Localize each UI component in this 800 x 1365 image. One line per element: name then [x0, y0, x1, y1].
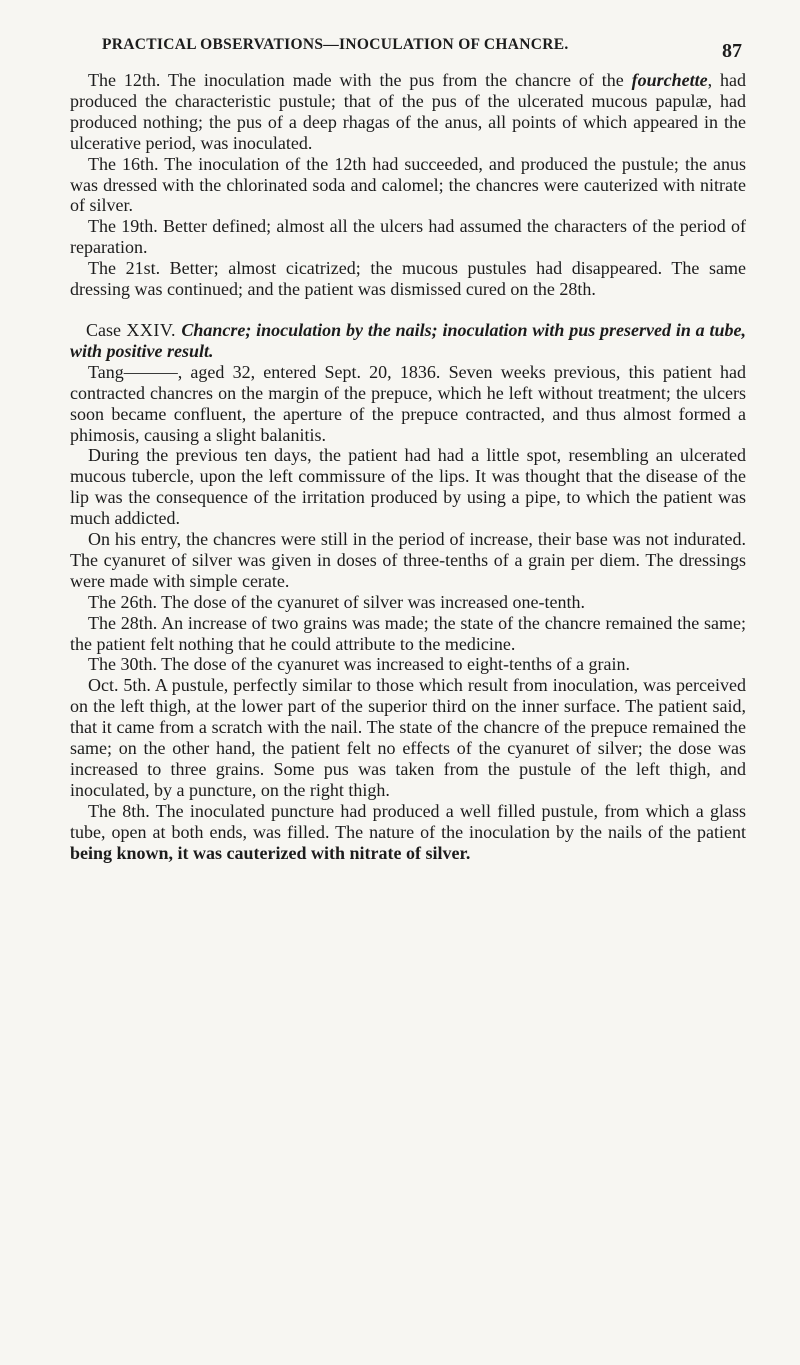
paragraph-8th — [70, 801, 746, 864]
paragraph-28th: The 28th. An increase of two grains was made; the state of the chancre remained the same; the patient felt nothing that he could attribute to the medicine. — [70, 612, 746, 654]
paragraph-lip-spot: During the previous ten days, the patient had had a little spot, resembling an ulcerated mucous tubercle, upon the left commissure of the lips. It was thought that the disease of the lip was the consequence of the irritation produced by using a pipe, to which the patient was much addicted. — [70, 445, 746, 529]
paragraph-19th: The 19th. Better defined; almost all the ulcers had assumed the characters of the period of reparation. — [70, 216, 746, 258]
paragraph-12th — [70, 70, 746, 154]
paragraph-on-entry: On his entry, the chancres were still in the period of increase, their base was not indurated. The cyanuret of silver was given in doses of three-tenths of a grain per diem. The dressings were made with simple cerate. — [70, 529, 746, 591]
case-heading — [70, 320, 746, 362]
fourchette-term: fourchette — [631, 70, 708, 90]
paragraph-8th-end: being known, it was cauterized with nitrate of silver. — [70, 842, 471, 863]
case-title: Chancre; inoculation by the nails; inoculation with pus preserved in a tube, with positive result. — [70, 319, 747, 361]
page-header — [70, 36, 746, 70]
paragraph-8th-start: The 8th. The inoculated puncture had produced a well filled pustule, from which a glass tube, open at both ends, was filled. The nature of the inoculation by the nails of the patient — [70, 800, 746, 842]
paragraph-26th: The 26th. The dose of the cyanuret of silver was increased one-tenth. — [88, 591, 585, 612]
paragraph-16th: The 16th. The inoculation of the 12th had succeeded, and produced the pustule; the anus was dressed with the chlorinated soda and calomel; the chancres were cauterized with nitrate of silver. — [70, 153, 746, 216]
case-number: XXIV. — [121, 319, 182, 340]
paragraph-21st: The 21st. Better; almost cicatrized; the mucous pustules had disappeared. The same dressing was continued; and the patient was dismissed cured on the 28th. — [70, 258, 746, 300]
paragraph-patient-history: Tang———, aged 32, entered Sept. 20, 1836. Seven weeks previous, this patient had contracted chancres on the margin of the prepuce, which he left without treatment; the ulcers soon became confluent, the aperture of the prepuce contracted, and thus almost formed a phimosis, causing a slight balanitis. — [70, 361, 746, 445]
paragraph-oct-5th: Oct. 5th. A pustule, perfectly similar to those which result from inoculation, was perceived on the left thigh, at the lower part of the superior third on the inner surface. The patient said, that it came from a scratch with the nail. The state of the chancre of the prepuce remained the same; on the other hand, the patient felt no effects of the cyanuret of silver; the dose was increased to three grains. Some pus was taken from the pustule of the left thigh, and inoculated, by a puncture, on the right thigh. — [70, 675, 746, 800]
paragraph-12th-start: The 12th. The inoculation made with the pus from the chancre of the — [88, 70, 632, 90]
paragraph-30th: The 30th. The dose of the cyanuret was increased to eight-tenths of a grain. — [88, 654, 630, 675]
running-head: PRACTICAL OBSERVATIONS—INOCULATION OF CHANCRE. — [102, 36, 569, 53]
paragraph-12th-end: , had produced the characteristic pustule; that of the pus of the ulcerated mucous papulæ, had produced nothing; the pus of a deep rhagas of the anus, all points of which appeared in the ulcerative period, was inoculated. — [70, 70, 746, 153]
book-page — [70, 36, 746, 864]
body-text — [70, 70, 746, 864]
page-number: 87 — [722, 40, 742, 62]
case-label: Case — [86, 319, 121, 340]
